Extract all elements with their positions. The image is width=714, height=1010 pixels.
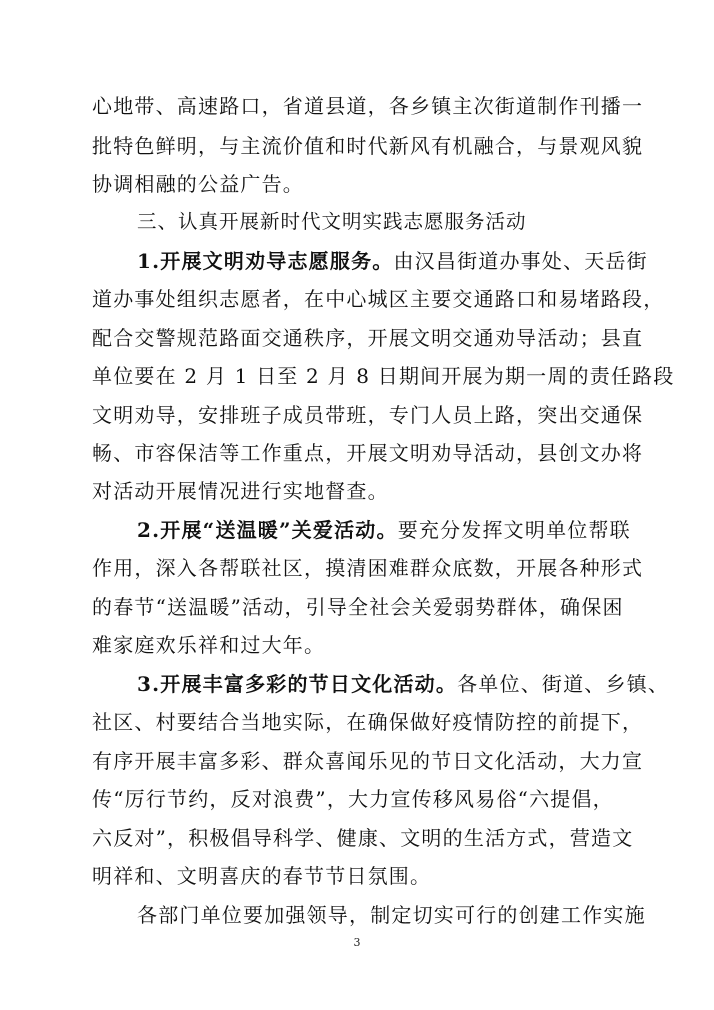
- body-text-line: 明祥和、文明喜庆的春节节日氛围。: [92, 864, 432, 888]
- body-text-line: 作用，深入各帮联社区，摸清困难群众底数，开展各种形式: [92, 556, 644, 580]
- body-text-line: 畅、市容保洁等工作重点，开展文明劝导活动，县创文办将: [92, 441, 644, 465]
- body-text-line: [137, 243, 648, 279]
- body-text-line: 单位要在 2 月 1 日至 2 月 8 日期间开展为期一周的责任路段: [92, 364, 675, 388]
- body-text-line: 协调相融的公益广告。: [92, 172, 304, 196]
- item-text: 各单位、街道、乡镇、: [457, 672, 670, 696]
- body-text-line: 社区、村要结合当地实际，在确保做好疫情防控的前提下，: [92, 710, 644, 734]
- body-text-line: [137, 666, 669, 702]
- body-text-line: 的春节“送温暖”活动，引导全社会关爱弱势群体，确保困: [92, 595, 624, 619]
- body-text-line: [137, 512, 631, 548]
- body-text-line: 对活动开展情况进行实地督查。: [92, 479, 389, 503]
- body-text-line: 有序开展丰富多彩、群众喜闻乐见的节日文化活动，大力宣: [92, 749, 644, 773]
- body-text-line: 配合交警规范路面交通秩序，开展文明交通劝导活动；县直: [92, 326, 644, 350]
- item-text: 要充分发挥文明单位帮联: [397, 518, 631, 542]
- body-text-line: 各部门单位要加强领导，制定切实可行的创建工作实施: [137, 903, 646, 927]
- body-text-line: 传“厉行节约，反对浪费”，大力宣传移风易俗“六提倡，: [92, 787, 614, 811]
- body-text-line: 心地带、高速路口，省道县道，各乡镇主次街道制作刊播一: [92, 94, 644, 118]
- item-title: 2.开展“送温暖”关爱活动。: [137, 518, 398, 542]
- item-title: 3.开展丰富多彩的节日文化活动。: [137, 672, 458, 696]
- item-text: 由汉昌街道办事处、天岳街: [393, 249, 648, 273]
- body-text-line: 难家庭欢乐祥和过大年。: [92, 633, 326, 657]
- page-number: 3: [353, 936, 361, 949]
- body-text-line: 批特色鲜明，与主流价值和时代新风有机融合，与景观风貌: [92, 134, 644, 158]
- body-text-line: 道办事处组织志愿者，在中心城区主要交通路口和易堵路段，: [92, 287, 665, 311]
- body-text-line: 文明劝导，安排班子成员带班，专门人员上路，突出交通保: [92, 403, 644, 427]
- item-title: 1.开展文明劝导志愿服务。: [137, 249, 394, 273]
- body-text-line: 六反对”，积极倡导科学、健康、文明的生活方式，营造文: [92, 826, 634, 850]
- section-heading: 三、认真开展新时代文明实践志愿服务活动: [137, 210, 527, 233]
